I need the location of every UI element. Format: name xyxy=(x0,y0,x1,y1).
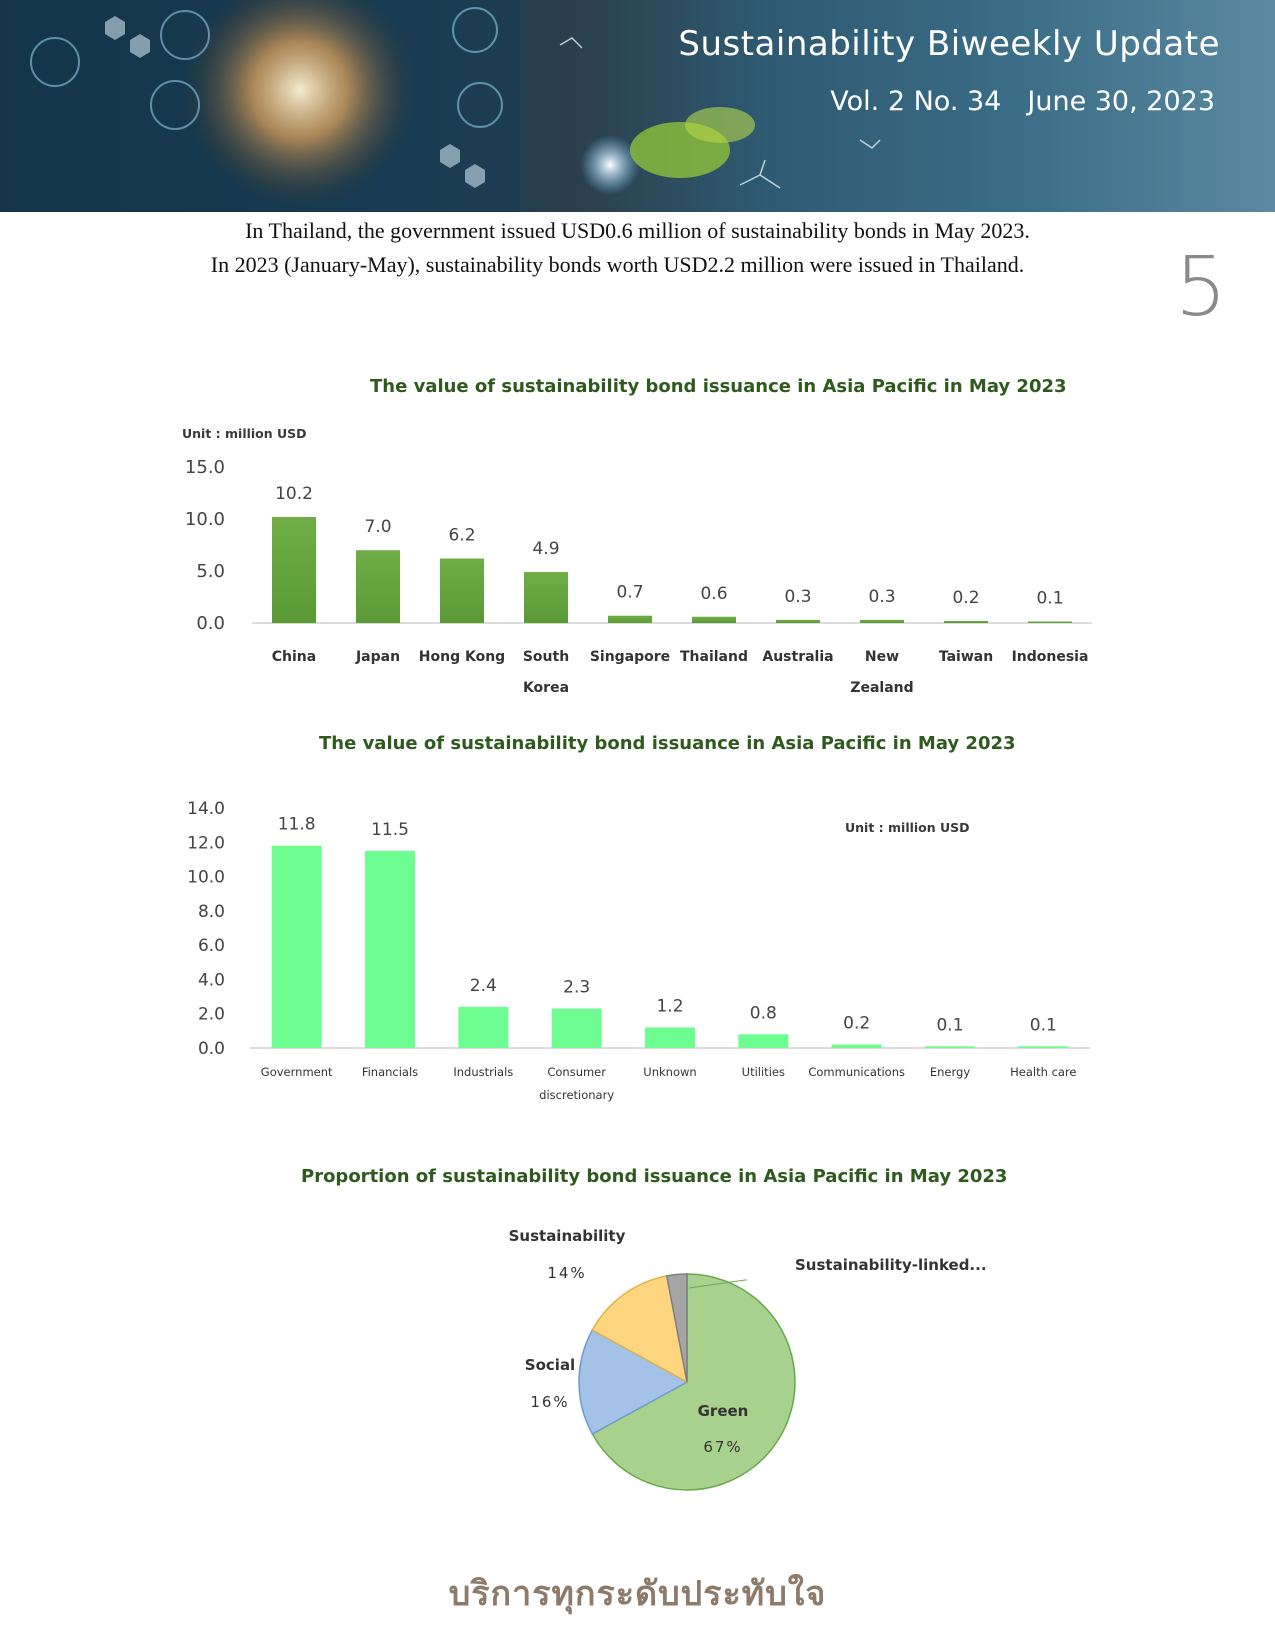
category-label: Hong Kong xyxy=(418,649,506,665)
data-label: 4.9 xyxy=(532,539,560,560)
y-tick-label: 15.0 xyxy=(184,457,225,478)
chart1-unit-label: Unit : million USD xyxy=(182,426,307,441)
country-bar-chart xyxy=(0,430,1275,700)
category-label: Utilities xyxy=(741,1065,785,1079)
bar-new-zealand xyxy=(860,620,904,623)
chart2-title: The value of sustainability bond issuance in Asia Pacific in May 2023 xyxy=(319,733,1016,754)
bar-energy xyxy=(925,1046,975,1048)
pie-label-sustainability-linked-name: Sustainability-linked... xyxy=(795,1256,987,1274)
category-label: Consumer xyxy=(547,1065,606,1079)
pie-label-green-name: Green xyxy=(697,1402,749,1420)
data-label: 2.3 xyxy=(563,977,591,998)
bar-hong-kong xyxy=(440,559,484,623)
data-label: 6.2 xyxy=(448,525,476,546)
data-label: 1.2 xyxy=(656,996,684,1017)
y-tick-label: 10.0 xyxy=(187,867,225,888)
pie-label-sustainability-percent: 14% xyxy=(547,1264,587,1282)
category-label: Taiwan xyxy=(938,649,994,665)
bar-consumer-discretionary xyxy=(552,1009,602,1048)
issue-info xyxy=(830,86,1215,117)
intro-line-1: In Thailand, the government issued USD0.6 million of sustainability bonds in May 2023. xyxy=(245,218,1030,243)
bar-financials xyxy=(365,851,415,1048)
category-label: Japan xyxy=(355,649,401,665)
y-tick-label: 8.0 xyxy=(197,901,225,922)
category-label: Energy xyxy=(929,1065,971,1079)
y-tick-label: 10.0 xyxy=(184,509,225,530)
category-label: Government xyxy=(260,1065,333,1079)
y-tick-label: 2.0 xyxy=(197,1004,225,1025)
data-label: 0.2 xyxy=(952,587,980,608)
y-tick-label: 5.0 xyxy=(196,561,225,582)
y-tick-label: 0.0 xyxy=(197,1039,225,1059)
bar-government xyxy=(272,846,322,1048)
pie-label-social-name: Social xyxy=(524,1356,576,1374)
bar-taiwan xyxy=(944,621,988,623)
bar-industrials xyxy=(458,1007,508,1048)
category-label: New xyxy=(864,649,900,665)
chart3-title: Proportion of sustainability bond issuance in Asia Pacific in May 2023 xyxy=(301,1166,1008,1187)
data-label: 0.1 xyxy=(1036,588,1064,609)
bar-singapore xyxy=(608,616,652,623)
category-label: Health care xyxy=(1010,1065,1077,1079)
bar-unknown xyxy=(645,1027,695,1048)
data-label: 11.5 xyxy=(371,819,409,840)
y-tick-label: 4.0 xyxy=(197,970,225,991)
footer-slogan: บริการทุกระดับประทับใจ xyxy=(448,1574,827,1614)
category-label: discretionary xyxy=(539,1088,615,1102)
category-label: Singapore xyxy=(589,649,671,665)
page-number: 5 xyxy=(1174,240,1227,335)
bar-australia xyxy=(776,620,820,623)
category-label: South xyxy=(522,649,570,665)
category-label: China xyxy=(271,649,317,665)
bar-communications xyxy=(832,1045,882,1048)
category-label: Korea xyxy=(522,680,570,696)
data-label: 2.4 xyxy=(469,975,497,996)
data-label: 0.2 xyxy=(843,1013,871,1034)
bar-south-korea xyxy=(524,572,568,623)
data-label: 0.8 xyxy=(749,1003,777,1024)
y-tick-label: 14.0 xyxy=(187,799,225,819)
data-label: 0.7 xyxy=(616,582,644,603)
header-banner xyxy=(0,0,1275,212)
y-tick-label: 12.0 xyxy=(187,833,225,854)
proportion-pie-chart xyxy=(0,1200,1275,1530)
category-label: Australia xyxy=(762,649,834,665)
category-label: Communications xyxy=(808,1065,905,1079)
bar-china xyxy=(272,517,316,623)
category-label: Thailand xyxy=(680,649,748,665)
data-label: 0.1 xyxy=(1029,1015,1057,1036)
data-label: 7.0 xyxy=(364,517,392,538)
bar-indonesia xyxy=(1028,622,1072,624)
bar-utilities xyxy=(738,1034,788,1048)
data-label: 0.3 xyxy=(784,586,812,607)
category-label: Zealand xyxy=(850,680,914,696)
sector-bar-chart xyxy=(0,790,1275,1120)
chart2-unit-label: Unit : million USD xyxy=(845,820,970,835)
category-label: Industrials xyxy=(453,1065,514,1079)
pie-label-green-percent: 67% xyxy=(703,1438,743,1456)
category-label: Indonesia xyxy=(1011,649,1089,665)
bar-health-care xyxy=(1018,1046,1068,1048)
pie-label-sustainability-name: Sustainability xyxy=(508,1227,626,1245)
data-label: 11.8 xyxy=(277,814,316,835)
bar-thailand xyxy=(692,617,736,623)
category-label: Financials xyxy=(361,1065,419,1079)
category-label: Unknown xyxy=(643,1065,697,1079)
data-label: 0.6 xyxy=(700,583,728,604)
data-label: 10.2 xyxy=(275,483,313,504)
data-label: 0.3 xyxy=(868,586,896,607)
chart1-title: The value of sustainability bond issuance in Asia Pacific in May 2023 xyxy=(370,376,1067,397)
issue-date: June 30, 2023 xyxy=(1027,86,1215,117)
y-tick-label: 0.0 xyxy=(196,613,225,634)
issue-volume: Vol. 2 No. 34 xyxy=(830,86,1002,117)
newsletter-title: Sustainability Biweekly Update xyxy=(678,24,1220,64)
data-label: 0.1 xyxy=(936,1015,964,1036)
intro-line-2: In 2023 (January-May), sustainability bonds worth USD2.2 million were issued in Thailand. xyxy=(210,252,1025,277)
bar-japan xyxy=(356,550,400,623)
pie-label-social-percent: 16% xyxy=(530,1393,570,1411)
y-tick-label: 6.0 xyxy=(197,936,225,957)
